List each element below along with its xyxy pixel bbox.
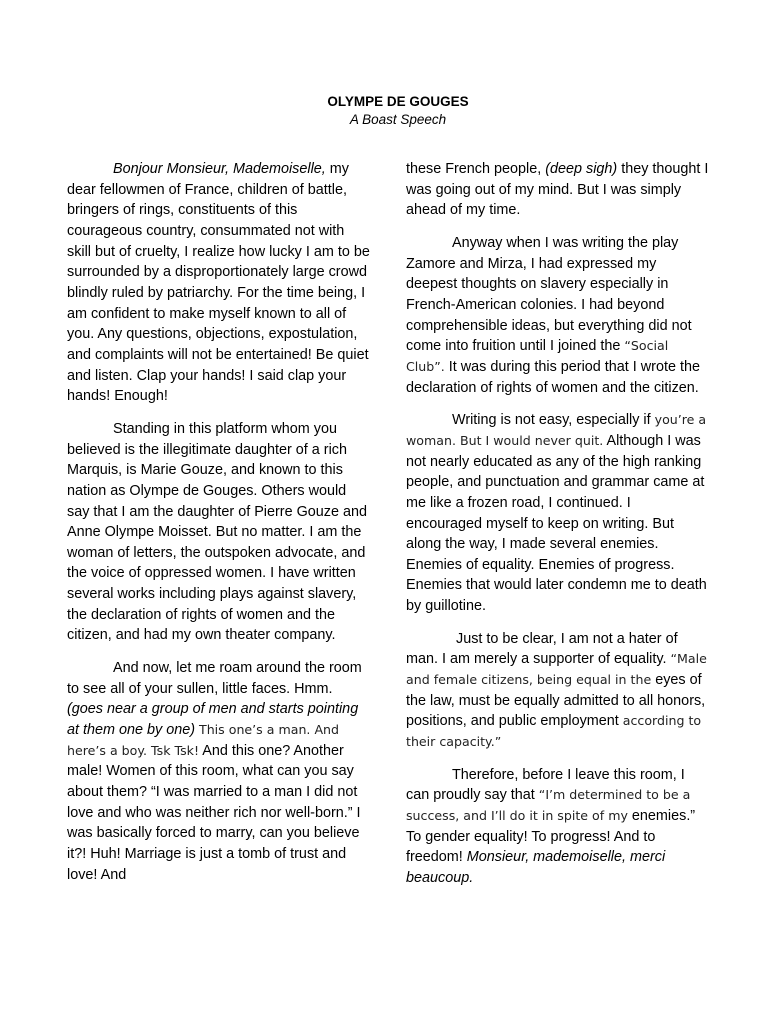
paragraph-text: Anyway when I was writing the play Zamore and Mirza, I had expressed my deepest thoughts on slavery especially in French-American colonies. I had beyond comprehensible ideas, but everything did not come into fruition until I joined the: [406, 234, 692, 355]
document-title: OLYMPE DE GOUGES: [327, 94, 469, 109]
stage-direction: (goes near a group of men and starts pointing at them one by one): [67, 701, 359, 739]
quoted-text: “Social Club”.: [406, 338, 669, 374]
paragraph-text: This one’s a man. And here’s a boy. Tsk Tsk!: [67, 722, 340, 758]
paragraph: [406, 629, 709, 753]
paragraph-text: Just to be clear, I am not a hater of man. I am merely a supporter of equality.: [406, 630, 678, 668]
paragraph-text: Writing is not easy, especially if: [452, 412, 655, 429]
paragraph-text: you’re a woman. But I would never quit.: [406, 412, 707, 448]
paragraph: [406, 765, 709, 889]
paragraph-text: And this one? Another male! Women of this room, what can you say about them? “I was married to a man I did not love and who was neither rich nor well-born.” I was basically forced to marry, can you believe it?! Huh! Marriage is just a tomb of trust and love! And: [67, 742, 361, 883]
paragraph-text: Therefore, before I leave this room, I can proudly say that: [406, 766, 685, 804]
greeting-text: Bonjour Monsieur, Mademoiselle,: [113, 161, 326, 177]
paragraph-text: these French people,: [406, 161, 546, 177]
left-column: [67, 159, 370, 897]
paragraph-text: eyes of the law, must be equally admitted to all honors, positions, and public employment: [406, 672, 706, 730]
right-column: [406, 159, 709, 901]
paragraph: [67, 159, 370, 407]
paragraph-text: And now, let me roam around the room to see all of your sullen, little faces. Hmm.: [67, 660, 362, 697]
paragraph: Standing in this platform whom you believed is the illegitimate daughter of a rich Marquis, is Marie Gouze, and known to this nation as Olympe de Gouges. Others would say that I am the daughter of Pierre Gouze and Anne Olympe Moisset. But no matter. I am the woman of letters, the outspoken advocate, and the voice of oppressed women. I have written several works including plays against slavery, the declaration of rights of women and the citizen, and had my own theater company.: [67, 420, 367, 644]
paragraph-text: they thought I was going out of my mind. But I was simply ahead of my time.: [406, 161, 709, 219]
paragraph: [406, 233, 709, 398]
paragraph: [67, 658, 370, 885]
paragraph-text: my dear fellowmen of France, children of battle, bringers of rings, constituents of this courageous country, consummated not with skill but of cruelty, I realize how lucky I am to be surrounded by a disproportionately large crowd blindly ruled by patriarchy. For the time being, I am confident to make myself known to all of you. Any questions, objections, expostulation, and complaints will not be entertained! Be quiet and listen. Clap your hands! I said clap your hands! Enough!: [67, 161, 370, 405]
paragraph: [406, 159, 709, 221]
quoted-text: “Male and female citizens, being equal in the: [406, 651, 707, 688]
paragraph-text: It was during this period that I wrote the declaration of rights of women and the citizen.: [406, 358, 700, 396]
quoted-text: “I’m determined to be a success, and I’ll do it in spite of my: [406, 787, 691, 824]
paragraph: [406, 410, 709, 617]
stage-direction: (deep sigh): [545, 161, 618, 177]
paragraph-text: Although I was not nearly educated as any of the high ranking people, and punctuation and grammar came at me like a frozen road, I continued. I encouraged myself to keep on writing. But along the way, I made several enemies. Enemies of equality. Enemies of progress. Enemies that would later condemn me to death by guillotine.: [406, 432, 707, 615]
quoted-text: according to their capacity.”: [406, 713, 702, 750]
paragraph-text: enemies.” To gender equality! To progress! And to freedom!: [406, 808, 696, 866]
closing-text: Monsieur, mademoiselle, merci beaucoup.: [406, 849, 666, 886]
document-subtitle: A Boast Speech: [349, 112, 447, 127]
